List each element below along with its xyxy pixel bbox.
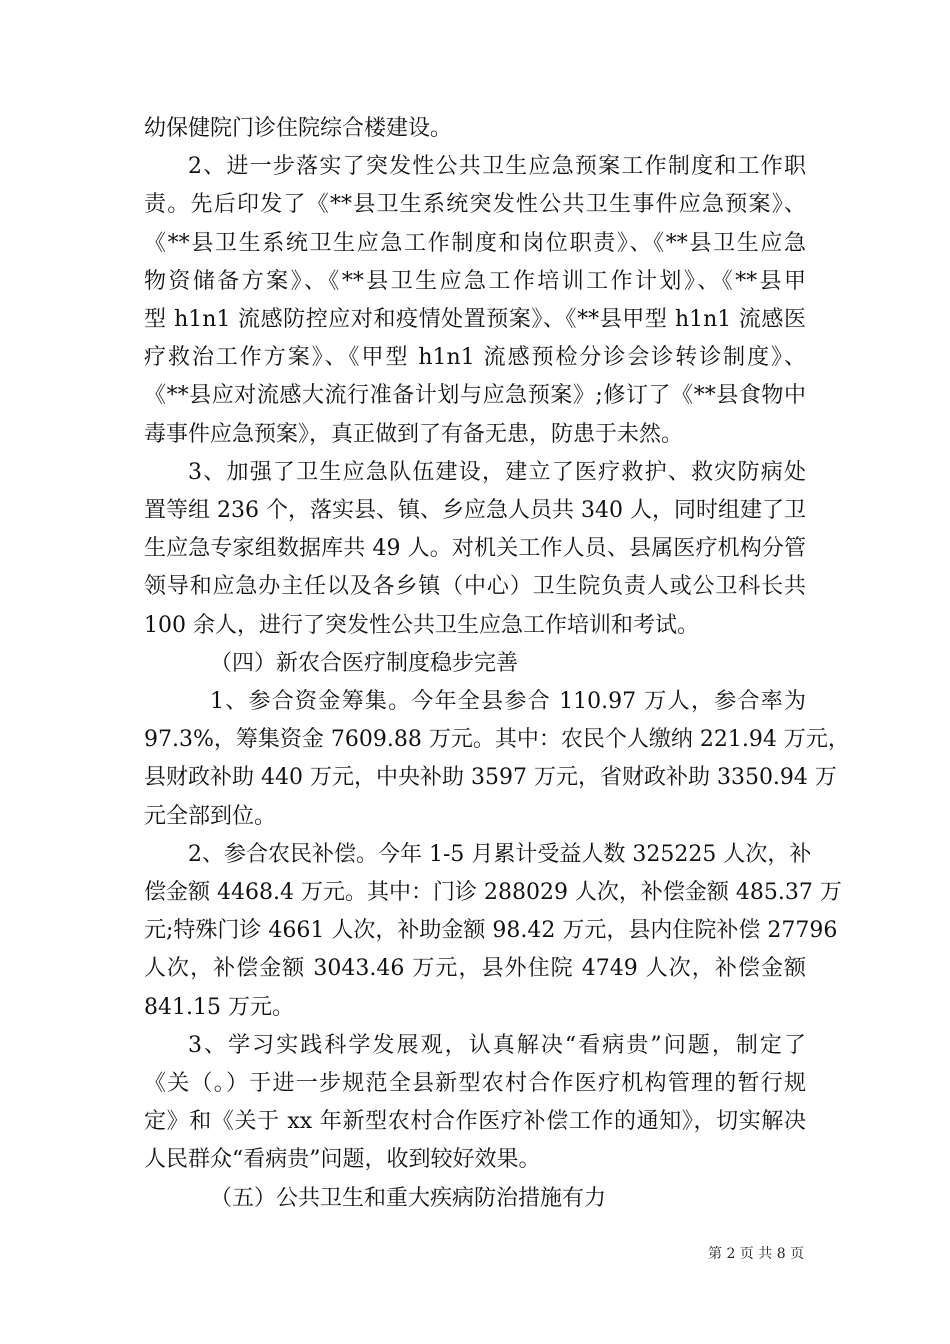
paragraph-line: 《**县应对流感大流行准备计划与应急预案》;修订了《**县食物中 — [144, 383, 806, 409]
paragraph-line: 100 余人，进行了突发性公共卫生应急工作培训和考试。 — [144, 612, 699, 638]
paragraph-line: 1、参合资金筹集。今年全县参合 110.97 万人，参合率为 — [210, 689, 806, 714]
paragraph-line: 定》和《关于 xx 年新型农村合作医疗补偿工作的通知》，切实解决 — [144, 1109, 806, 1135]
paragraph-line: 生应急专家组数据库共 49 人。对机关工作人员、县属医疗机构分管 — [144, 536, 806, 562]
paragraph-line: 2、进一步落实了突发性公共卫生应急预案工作制度和工作职 — [188, 154, 806, 180]
paragraph-line: 97.3%，筹集资金 7609.88 万元。其中：农民个人缴纳 221.94 万元， — [144, 727, 850, 753]
paragraph-line: 3、加强了卫生应急队伍建设，建立了医疗救护、救灾防病处 — [188, 459, 806, 485]
paragraph-line: 疗救治工作方案》、《甲型 h1n1 流感预检分诊会诊转诊制度》、 — [144, 345, 806, 371]
paragraph-line: 偿金额 4468.4 万元。其中：门诊 288029 人次，补偿金额 485.37 万 — [144, 880, 842, 905]
paragraph-line: 人民群众“看病贵”问题，收到较好效果。 — [144, 1147, 541, 1173]
paragraph-line: 毒事件应急预案》，真正做到了有备无患，防患于未然。 — [144, 421, 684, 447]
paragraph-line: 2、参合农民补偿。今年 1-5 月累计受益人数 325225 人次，补 — [188, 841, 812, 867]
paragraph-line: 《关（。）于进一步规范全县新型农村合作医疗机构管理的暂行规 — [144, 1071, 806, 1096]
paragraph-line: 841.15 万元。 — [144, 994, 294, 1020]
section-heading: （五）公共卫生和重大疾病防治措施有力 — [210, 1185, 607, 1211]
paragraph-line: 元;特殊门诊 4661 人次，补助金额 98.42 万元，县内住院补偿 27796 — [144, 918, 838, 944]
paragraph-line: 《**县卫生系统卫生应急工作制度和岗位职责》、《**县卫生应急 — [144, 230, 806, 256]
paragraph-line: 领导和应急办主任以及各乡镇（中心）卫生院负责人或公卫科长共 — [144, 574, 806, 600]
section-heading: （四）新农合医疗制度稳步完善 — [210, 650, 519, 676]
paragraph-line: 人次，补偿金额 3043.46 万元，县外住院 4749 人次，补偿金额 — [144, 956, 806, 982]
paragraph-line: 物资储备方案》、《**县卫生应急工作培训工作计划》、《**县甲 — [144, 268, 806, 294]
paragraph-line: 置等组 236 个，落实县、镇、乡应急人员共 340 人，同时组建了卫 — [144, 498, 806, 523]
paragraph-line: 县财政补助 440 万元，中央补助 3597 万元，省财政补助 3350.94 万 — [144, 765, 837, 791]
page-number: 第 2 页 共 8 页 — [708, 1246, 805, 1262]
paragraph-line: 元全部到位。 — [144, 803, 277, 829]
paragraph-line: 责。先后印发了《**县卫生系统突发性公共卫生事件应急预案》、 — [144, 192, 806, 218]
paragraph-line: 型 h1n1 流感防控应对和疫情处置预案》、《**县甲型 h1n1 流感医 — [144, 307, 806, 332]
paragraph-line: 3、学习实践科学发展观，认真解决“看病贵”问题，制定了 — [188, 1032, 806, 1058]
paragraph-line: 幼保健院门诊住院综合楼建设。 — [144, 116, 453, 141]
